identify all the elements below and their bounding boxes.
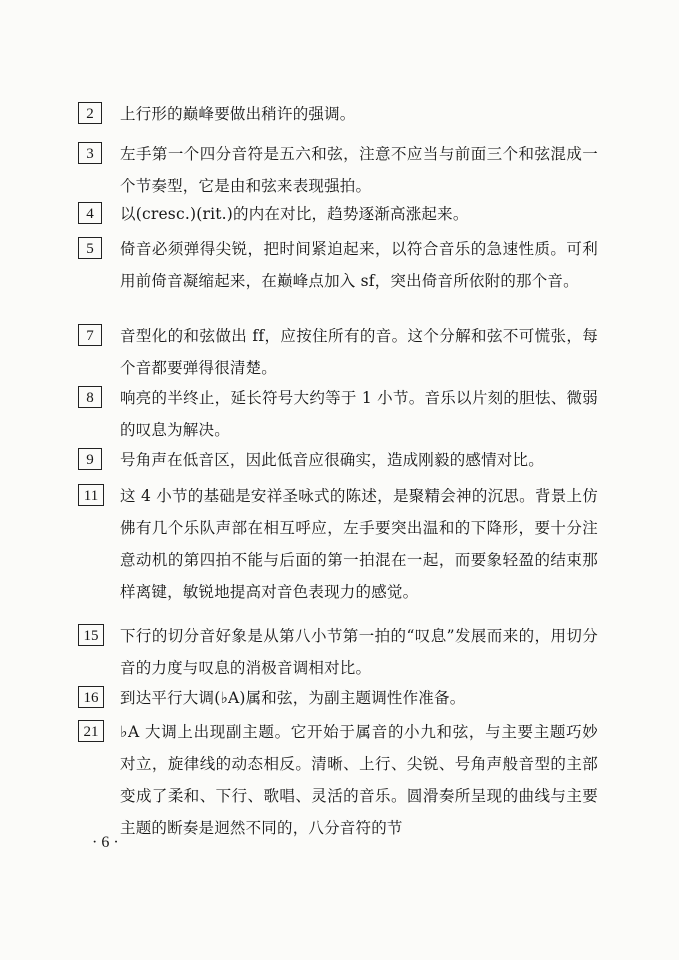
annotation-entry-15 xyxy=(78,620,598,684)
annotation-text: 号角声在低音区，因此低音应很确实，造成刚毅的感情对比。 xyxy=(120,451,544,469)
annotation-text: 到达平行大调(♭A)属和弦，为副主题调性作准备。 xyxy=(120,689,466,707)
page-number: · 6 · xyxy=(92,834,119,851)
annotation-entry-8 xyxy=(78,382,598,446)
annotation-entry-3 xyxy=(78,138,598,202)
annotation-entry-16 xyxy=(78,682,598,714)
measure-number-box: 3 xyxy=(78,142,102,164)
annotation-text: 倚音必须弹得尖锐，把时间紧迫起来，以符合音乐的急速性质。可利用前倚音凝缩起来，在巅峰点加入 sf，突出倚音所依附的那个音。 xyxy=(120,240,598,290)
measure-number-box: 11 xyxy=(78,484,104,506)
annotation-text: 以(cresc.)(rit.)的内在对比，趋势逐渐高涨起来。 xyxy=(120,205,469,223)
annotation-entry-7 xyxy=(78,320,598,384)
measure-number-box: 7 xyxy=(78,324,102,346)
measure-number-box: 15 xyxy=(78,624,104,646)
annotation-text: 左手第一个四分音符是五六和弦，注意不应当与前面三个和弦混成一个节奏型，它是由和弦来表现强拍。 xyxy=(120,145,598,195)
measure-number-box: 2 xyxy=(78,102,102,124)
annotation-text: ♭A 大调上出现副主题。它开始于属音的小九和弦，与主要主题巧妙对立，旋律线的动态相反。清晰、上行、尖锐、号角声般音型的主部变成了柔和、下行、歌唱、灵活的音乐。圆滑奏所呈现的曲线与主要主题的断奏是迥然不同的，八分音符的节 xyxy=(120,723,598,837)
annotation-text: 上行形的巅峰要做出稍许的强调。 xyxy=(120,105,356,123)
annotation-text: 响亮的半终止，延长符号大约等于 1 小节。音乐以片刻的胆怯、微弱的叹息为解决。 xyxy=(120,389,598,439)
annotation-text: 这 4 小节的基础是安祥圣咏式的陈述，是聚精会神的沉思。背景上仿佛有几个乐队声部在相互呼应，左手要突出温和的下降形，要十分注意动机的第四拍不能与后面的第一拍混在一起，而要象轻盈的结束那样离键，敏锐地提高对音色表现力的感觉。 xyxy=(120,487,598,601)
annotation-entry-2 xyxy=(78,98,598,130)
annotation-entry-5 xyxy=(78,233,598,297)
annotation-text: 音型化的和弦做出 ff，应按住所有的音。这个分解和弦不可慌张，每个音都要弹得很清楚。 xyxy=(120,327,598,377)
measure-number-box: 9 xyxy=(78,448,102,470)
measure-number-box: 5 xyxy=(78,237,102,259)
annotation-entry-21 xyxy=(78,716,598,844)
measure-number-box: 21 xyxy=(78,720,104,742)
annotation-entry-4 xyxy=(78,198,598,230)
annotation-text: 下行的切分音好象是从第八小节第一拍的“叹息”发展而来的，用切分音的力度与叹息的消极音调相对比。 xyxy=(120,627,598,677)
measure-number-box: 8 xyxy=(78,386,102,408)
measure-number-box: 16 xyxy=(78,686,104,708)
annotation-entry-11 xyxy=(78,480,598,608)
measure-number-box: 4 xyxy=(78,202,102,224)
annotation-entry-9 xyxy=(78,444,598,476)
